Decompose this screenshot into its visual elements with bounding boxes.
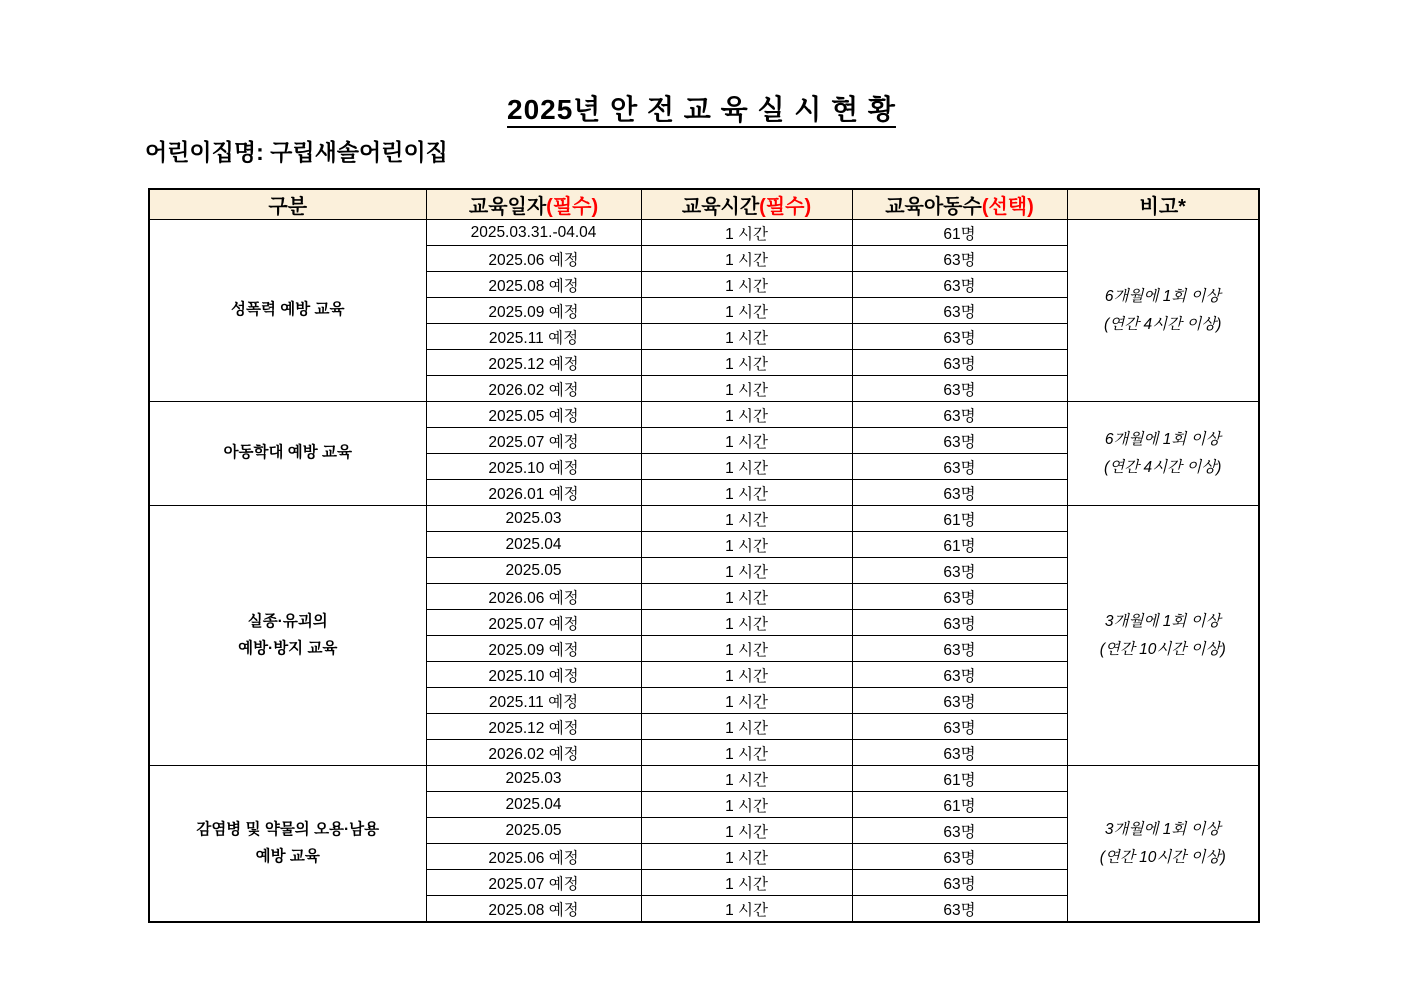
count-cell: 63명 xyxy=(852,480,1067,506)
table-row xyxy=(149,220,1259,246)
count-cell: 61명 xyxy=(852,506,1067,532)
category-cell xyxy=(149,220,426,402)
date-cell: 2025.07 예정 xyxy=(426,870,641,896)
time-cell: 1 시간 xyxy=(641,480,852,506)
date-cell: 2025.11 예정 xyxy=(426,324,641,350)
count-cell: 63명 xyxy=(852,662,1067,688)
time-cell: 1 시간 xyxy=(641,740,852,766)
date-cell: 2026.02 예정 xyxy=(426,376,641,402)
header-row xyxy=(149,189,1259,220)
note-cell xyxy=(1067,220,1259,402)
time-cell: 1 시간 xyxy=(641,662,852,688)
column-header-note xyxy=(1067,189,1259,220)
date-cell: 2025.10 예정 xyxy=(426,662,641,688)
count-cell: 61명 xyxy=(852,792,1067,818)
time-cell: 1 시간 xyxy=(641,402,852,428)
page-title-text: 2025년 안 전 교 육 실 시 현 황 xyxy=(507,94,896,125)
time-cell: 1 시간 xyxy=(641,376,852,402)
time-cell: 1 시간 xyxy=(641,558,852,584)
count-cell: 63명 xyxy=(852,246,1067,272)
count-cell: 63명 xyxy=(852,454,1067,480)
time-cell: 1 시간 xyxy=(641,844,852,870)
note-line: (연간 10시간 이상) xyxy=(1099,640,1226,658)
category-cell xyxy=(149,766,426,923)
count-cell: 63명 xyxy=(852,428,1067,454)
count-cell: 63명 xyxy=(852,610,1067,636)
note-cell xyxy=(1067,506,1259,766)
column-header-category xyxy=(149,189,426,220)
count-cell: 61명 xyxy=(852,532,1067,558)
time-cell: 1 시간 xyxy=(641,610,852,636)
date-cell: 2026.02 예정 xyxy=(426,740,641,766)
count-cell: 63명 xyxy=(852,714,1067,740)
count-cell: 61명 xyxy=(852,766,1067,792)
header-tag: (필수) xyxy=(759,196,812,218)
column-header-count xyxy=(852,189,1067,220)
date-cell: 2025.03 xyxy=(426,506,641,532)
date-cell: 2025.03 xyxy=(426,766,641,792)
date-cell: 2025.12 예정 xyxy=(426,714,641,740)
count-cell: 63명 xyxy=(852,298,1067,324)
count-cell: 63명 xyxy=(852,402,1067,428)
category-line: 아동학대 예방 교육 xyxy=(223,444,352,462)
count-cell: 63명 xyxy=(852,688,1067,714)
time-cell: 1 시간 xyxy=(641,766,852,792)
count-cell: 63명 xyxy=(852,324,1067,350)
time-cell: 1 시간 xyxy=(641,272,852,298)
note-line: (연간 10시간 이상) xyxy=(1099,848,1226,866)
count-cell: 63명 xyxy=(852,636,1067,662)
time-cell: 1 시간 xyxy=(641,506,852,532)
date-cell: 2025.05 xyxy=(426,558,641,584)
note-line: 6개월에 1회 이상 xyxy=(1104,287,1221,305)
count-cell: 63명 xyxy=(852,584,1067,610)
education-table-wrap xyxy=(148,188,1260,923)
count-cell: 63명 xyxy=(852,350,1067,376)
time-cell: 1 시간 xyxy=(641,792,852,818)
date-cell: 2025.09 예정 xyxy=(426,636,641,662)
category-line: 성폭력 예방 교육 xyxy=(231,301,345,319)
time-cell: 1 시간 xyxy=(641,714,852,740)
header-label: 비고* xyxy=(1139,196,1186,218)
category-line: 예방 교육 xyxy=(255,847,320,865)
category-cell xyxy=(149,506,426,766)
category-cell xyxy=(149,402,426,506)
date-cell: 2025.10 예정 xyxy=(426,454,641,480)
time-cell: 1 시간 xyxy=(641,324,852,350)
date-cell: 2025.09 예정 xyxy=(426,298,641,324)
time-cell: 1 시간 xyxy=(641,818,852,844)
count-cell: 63명 xyxy=(852,870,1067,896)
page-title xyxy=(0,88,1403,128)
date-cell: 2025.12 예정 xyxy=(426,350,641,376)
header-label: 구분 xyxy=(268,196,308,218)
date-cell: 2025.11 예정 xyxy=(426,688,641,714)
count-cell: 63명 xyxy=(852,740,1067,766)
header-tag: (필수) xyxy=(546,196,599,218)
note-line: (연간 4시간 이상) xyxy=(1104,458,1222,476)
category-line: 감염병 및 약물의 오용·남용 xyxy=(196,821,380,839)
date-cell: 2025.08 예정 xyxy=(426,272,641,298)
time-cell: 1 시간 xyxy=(641,246,852,272)
header-label: 교육시간 xyxy=(681,196,760,218)
date-cell: 2025.04 xyxy=(426,532,641,558)
date-cell: 2025.08 예정 xyxy=(426,896,641,923)
time-cell: 1 시간 xyxy=(641,636,852,662)
note-cell xyxy=(1067,766,1259,923)
note-line: 6개월에 1회 이상 xyxy=(1104,430,1221,448)
note-line: 3개월에 1회 이상 xyxy=(1104,612,1221,630)
date-cell: 2025.06 예정 xyxy=(426,844,641,870)
time-cell: 1 시간 xyxy=(641,896,852,923)
table-row xyxy=(149,766,1259,792)
date-cell: 2025.03.31.-04.04 xyxy=(426,220,641,246)
time-cell: 1 시간 xyxy=(641,350,852,376)
time-cell: 1 시간 xyxy=(641,532,852,558)
count-cell: 63명 xyxy=(852,896,1067,923)
count-cell: 63명 xyxy=(852,844,1067,870)
note-line: 3개월에 1회 이상 xyxy=(1104,820,1221,838)
count-cell: 63명 xyxy=(852,558,1067,584)
time-cell: 1 시간 xyxy=(641,220,852,246)
time-cell: 1 시간 xyxy=(641,688,852,714)
time-cell: 1 시간 xyxy=(641,428,852,454)
time-cell: 1 시간 xyxy=(641,298,852,324)
date-cell: 2026.01 예정 xyxy=(426,480,641,506)
note-cell xyxy=(1067,402,1259,506)
note-line: (연간 4시간 이상) xyxy=(1104,315,1222,333)
column-header-time xyxy=(641,189,852,220)
date-cell: 2025.04 xyxy=(426,792,641,818)
header-label: 교육아동수 xyxy=(885,196,982,218)
count-cell: 61명 xyxy=(852,220,1067,246)
time-cell: 1 시간 xyxy=(641,870,852,896)
date-cell: 2025.07 예정 xyxy=(426,610,641,636)
column-header-date xyxy=(426,189,641,220)
table-row xyxy=(149,506,1259,532)
count-cell: 63명 xyxy=(852,272,1067,298)
category-line: 예방·방지 교육 xyxy=(238,639,338,657)
date-cell: 2025.07 예정 xyxy=(426,428,641,454)
date-cell: 2025.06 예정 xyxy=(426,246,641,272)
category-line: 실종·유괴의 xyxy=(247,613,328,631)
count-cell: 63명 xyxy=(852,818,1067,844)
date-cell: 2026.06 예정 xyxy=(426,584,641,610)
education-table xyxy=(148,188,1260,923)
time-cell: 1 시간 xyxy=(641,584,852,610)
date-cell: 2025.05 예정 xyxy=(426,402,641,428)
time-cell: 1 시간 xyxy=(641,454,852,480)
table-row xyxy=(149,402,1259,428)
daycare-name: 어린이집명: 구립새솔어린이집 xyxy=(145,139,448,165)
header-tag: (선택) xyxy=(981,196,1034,218)
education-table-body xyxy=(149,220,1259,923)
date-cell: 2025.05 xyxy=(426,818,641,844)
count-cell: 63명 xyxy=(852,376,1067,402)
header-label: 교육일자 xyxy=(468,196,547,218)
